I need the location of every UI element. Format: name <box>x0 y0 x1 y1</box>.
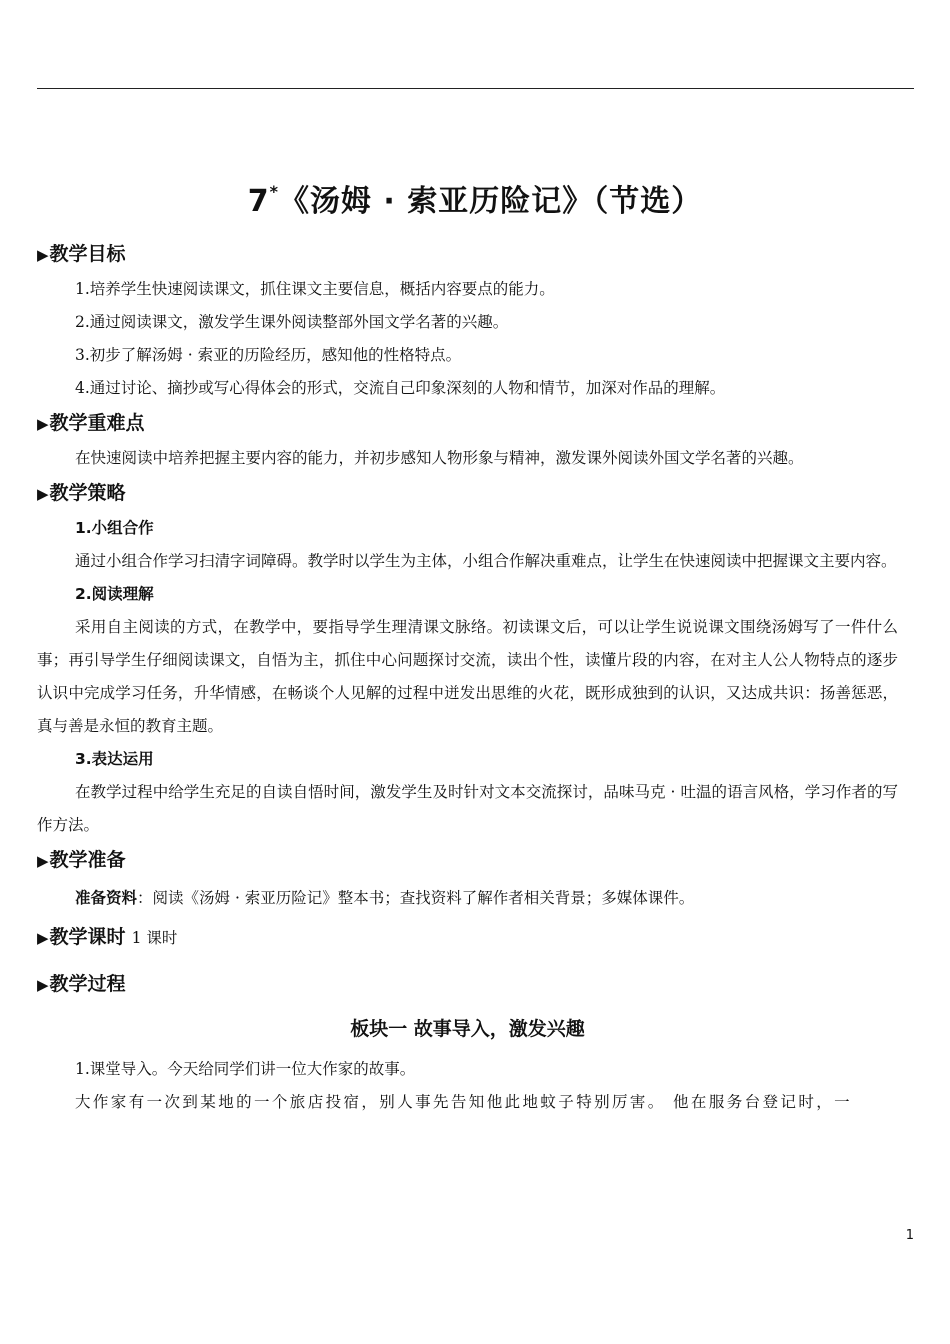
section-heading-key-points: ▶教学重难点 <box>37 412 145 434</box>
block-title: 板块一 故事导入，激发兴趣 <box>350 1018 585 1040</box>
section-heading-goals: ▶教学目标 <box>37 243 126 265</box>
triangle-marker-icon: ▶ <box>37 929 49 947</box>
triangle-marker-icon: ▶ <box>37 415 49 433</box>
preparation-text: 准备资料：阅读《汤姆 · 索亚历险记》整本书；查找资料了解作者相关背景；多媒体课件。 <box>75 889 695 907</box>
page-number: 1 <box>905 1228 914 1243</box>
title-number: 7 <box>247 184 270 219</box>
goal-item: 3.初步了解汤姆 · 索亚的历险经历，感知他的性格特点。 <box>75 346 462 364</box>
story-text: 大作家有一次到某地的一个旅店投宿，别人事先告知他此地蚊子特别厉害。 他在服务台登记时，一 <box>75 1093 853 1111</box>
goal-item: 4.通过讨论、摘抄或写心得体会的形式，交流自己印象深刻的人物和情节，加深对作品的理解。 <box>75 379 726 397</box>
process-step: 1.课堂导入。今天给同学们讲一位大作家的故事。 <box>75 1060 416 1078</box>
key-points-text: 在快速阅读中培养把握主要内容的能力，并初步感知人物形象与精神，激发课外阅读外国文学名著的兴趣。 <box>75 449 804 467</box>
goal-item: 1.培养学生快速阅读课文，抓住课文主要信息，概括内容要点的能力。 <box>75 280 555 298</box>
section-heading-hours: ▶教学课时 1 课时 <box>37 926 178 948</box>
section-heading-process: ▶教学过程 <box>37 973 126 995</box>
strategy-subheading: 1.小组合作 <box>75 519 154 537</box>
strategy-text: 在教学过程中给学生充足的自读自悟时间，激发学生及时针对文本交流探讨，品味马克 · 吐温的语言风格，学习作者的写作方法。 <box>37 783 898 834</box>
strategy-subheading: 3.表达运用 <box>75 750 154 768</box>
preparation-label: 准备资料 <box>75 889 138 907</box>
triangle-marker-icon: ▶ <box>37 246 49 264</box>
title-text: 《汤姆 · 索亚历险记》（节选） <box>278 184 703 219</box>
strategy-text: 通过小组合作学习扫清字词障碍。教学时以学生为主体，小组合作解决重难点，让学生在快速阅读中把握课文主要内容。 <box>75 552 897 570</box>
page-title <box>0 176 950 220</box>
triangle-marker-icon: ▶ <box>37 852 49 870</box>
goal-item: 2.通过阅读课文，激发学生课外阅读整部外国文学名著的兴趣。 <box>75 313 509 331</box>
title-asterisk: * <box>269 182 279 201</box>
section-heading-preparation: ▶教学准备 <box>37 849 126 871</box>
strategy-text: 采用自主阅读的方式，在教学中，要指导学生理清课文脉络。初读课文后，可以让学生说说课文围绕汤姆写了一件什么事；再引导学生仔细阅读课文，自悟为主，抓住中心问题探讨交流，读出个性，读懂片段的内容，在对主人公人物特点的逐步认识中完成学习任务，升华情感，在畅谈个人见解的过程中迸发出思维的火花，既形成独到的认识，又达成共识：扬善惩恶，真与善是永恒的教育主题。 <box>37 618 898 735</box>
triangle-marker-icon: ▶ <box>37 976 49 994</box>
triangle-marker-icon: ▶ <box>37 485 49 503</box>
section-heading-strategy: ▶教学策略 <box>37 482 126 504</box>
header-rule <box>37 88 914 89</box>
document-body <box>37 236 898 1119</box>
hours-value: 1 课时 <box>131 929 178 947</box>
strategy-subheading: 2.阅读理解 <box>75 585 154 603</box>
